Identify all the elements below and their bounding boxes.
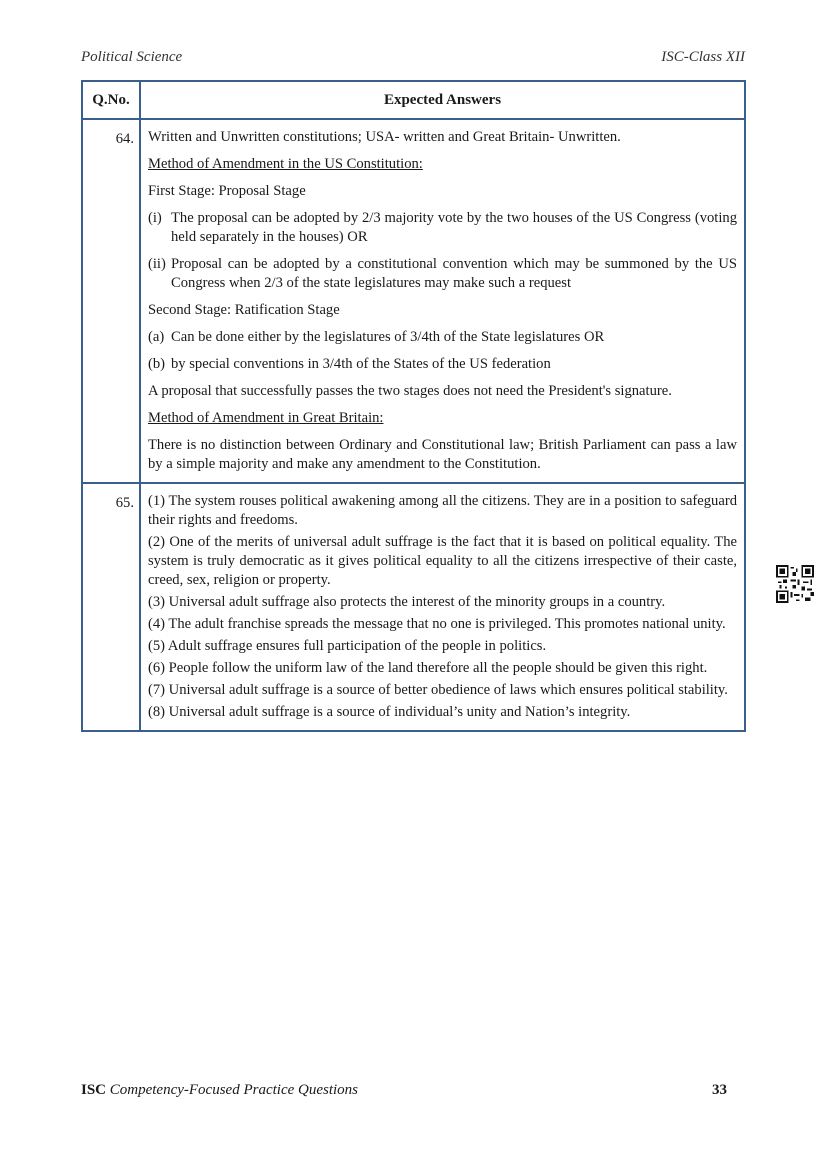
column-header-qno: Q.No.: [82, 81, 140, 119]
second-stage-heading: Second Stage: Ratification Stage: [148, 302, 340, 318]
footer-brand: ISC: [81, 1082, 107, 1098]
item-label: (ii): [148, 256, 166, 272]
answer-point: (8) Universal adult suffrage is a source of individual’s unity and Nation’s integrity.: [148, 704, 631, 720]
qr-code-icon[interactable]: [776, 565, 814, 603]
item-label: (a): [148, 329, 165, 345]
page-number: 33: [712, 1082, 727, 1098]
answer-point: (5) Adult suffrage ensures full participation of the people in politics.: [148, 638, 547, 654]
item-text: Proposal can be adopted by a constitutional convention which may be summoned by the US Congress when 2/3 of the state legislatures may make such a request: [171, 256, 737, 291]
item-text: Can be done either by the legislatures of 3/4th of the State legislatures OR: [171, 329, 605, 345]
us-amendment-heading: Method of Amendment in the US Constitution:: [148, 156, 423, 172]
column-header-answers: Expected Answers: [140, 81, 745, 119]
question-number: 64.: [82, 119, 140, 483]
answer-point: (2) One of the merits of universal adult suffrage is the fact that it is based on political equality. The system is truly democratic as it gives political equality to all the citizens irrespective of their caste, creed, sex, religion or property.: [148, 534, 737, 588]
table-row: [82, 119, 745, 483]
item-text: The proposal can be adopted by 2/3 majority vote by the two houses of the US Congress (voting held separately in the houses) OR: [171, 210, 737, 245]
list-item: [148, 209, 737, 247]
item-label: (i): [148, 210, 162, 226]
answer-point: (3) Universal adult suffrage also protects the interest of the minority groups in a country.: [148, 594, 666, 610]
table-header-row: [82, 81, 745, 119]
answer-point: (4) The adult franchise spreads the message that no one is privileged. This promotes national unity.: [148, 616, 726, 632]
signature-note: A proposal that successfully passes the two stages does not need the President's signature.: [148, 383, 672, 399]
first-stage-heading: First Stage: Proposal Stage: [148, 183, 306, 199]
item-label: (b): [148, 356, 166, 372]
answer-cell: [140, 483, 745, 731]
gb-amendment-text: There is no distinction between Ordinary and Constitutional law; British Parliament can pass a law by a simple majority and make any amendment to the Constitution.: [148, 437, 737, 472]
answer-point: (1) The system rouses political awakening among all the citizens. They are in a position to safeguard their rights and freedoms.: [148, 493, 737, 528]
gb-amendment-heading: Method of Amendment in Great Britain:: [148, 410, 384, 426]
header-subject: Political Science: [81, 49, 183, 65]
header-class: ISC-Class XII: [661, 49, 745, 65]
question-number: 65.: [82, 483, 140, 731]
table-row: [82, 483, 745, 731]
answer-point: (7) Universal adult suffrage is a source of better obedience of laws which ensures political stability.: [148, 682, 728, 698]
list-item: [148, 355, 737, 374]
answer-intro: Written and Unwritten constitutions; USA- written and Great Britain- Unwritten.: [148, 129, 621, 145]
answer-cell: [140, 119, 745, 483]
footer-subtitle: Competency-Focused Practice Questions: [109, 1082, 359, 1098]
list-item: [148, 328, 737, 347]
footer-title: [81, 1082, 358, 1099]
answer-point: (6) People follow the uniform law of the land therefore all the people should be given this right.: [148, 660, 708, 676]
item-text: by special conventions in 3/4th of the States of the US federation: [171, 356, 551, 372]
list-item: [148, 255, 737, 293]
answers-table: [81, 80, 746, 732]
